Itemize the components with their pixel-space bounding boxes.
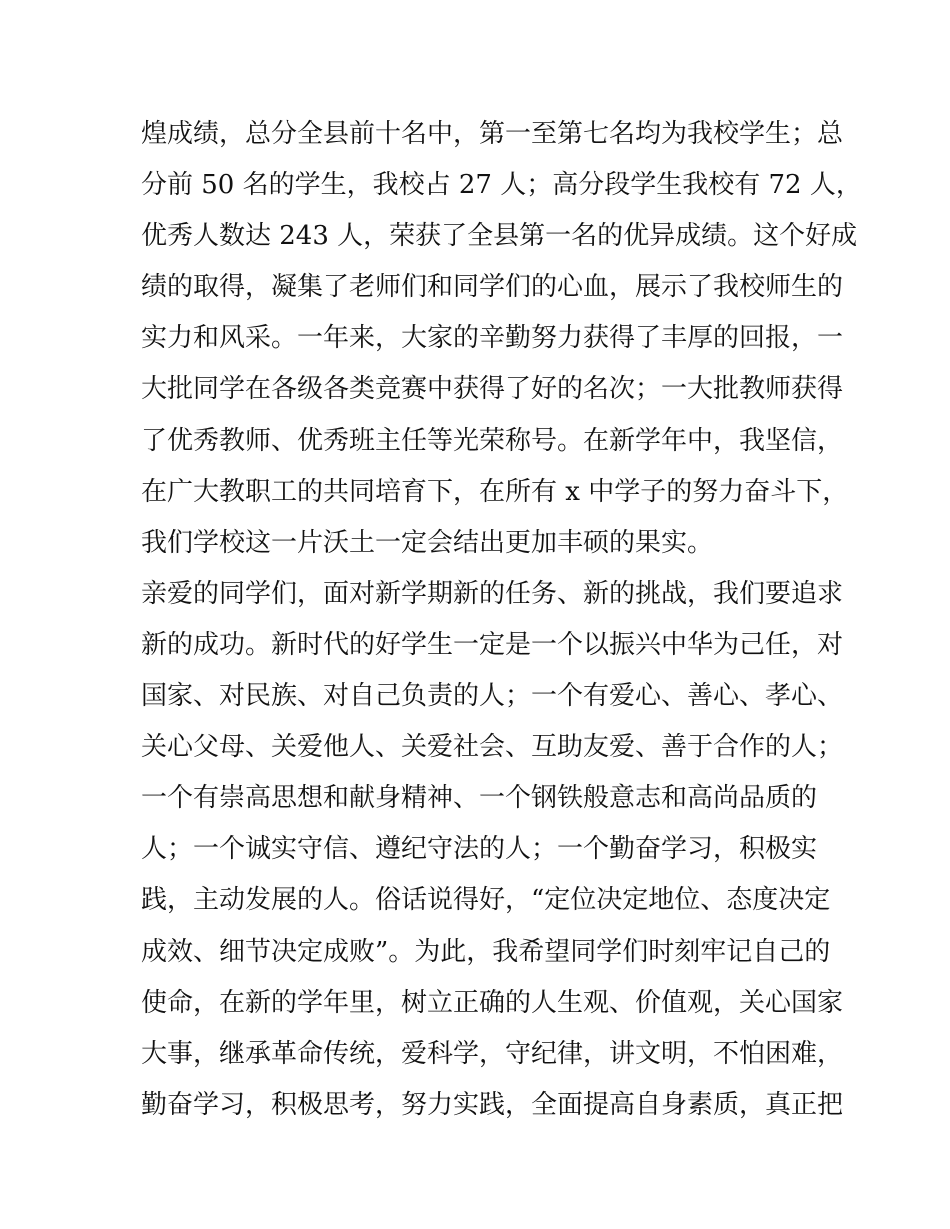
text-line: 在广大教职工的共同培育下，在所有 x 中学子的努力奋斗下， (141, 476, 849, 507)
text-line: 实力和风采。一年来，大家的辛勤努力获得了丰厚的回报，一 (141, 323, 844, 354)
text-line: 了优秀教师、优秀班主任等光荣称号。在新学年中，我坚信， (141, 425, 844, 456)
body-text (141, 109, 862, 1131)
text-line: 大事，继承革命传统，爱科学，守纪律，讲文明，不怕困难， (141, 1038, 844, 1069)
text-line: 优秀人数达 243 人，荣获了全县第一名的优异成绩。这个好成 (141, 221, 858, 252)
text-line: 成效、细节决定成败”。为此，我希望同学们时刻牢记自己的 (141, 936, 831, 967)
text-line: 人；一个诚实守信、遵纪守法的人；一个勤奋学习，积极实 (141, 834, 818, 865)
text-line: 大批同学在各级各类竞赛中获得了好的名次；一大批教师获得 (141, 374, 844, 405)
text-line: 关心父母、关爱他人、关爱社会、互助友爱、善于合作的人； (141, 732, 844, 763)
text-line: 分前 50 名的学生，我校占 27 人；高分段学生我校有 72 人， (141, 170, 862, 201)
text-line: 我们学校这一片沃土一定会结出更加丰硕的果实。 (141, 527, 714, 558)
text-line: 国家、对民族、对自己负责的人；一个有爱心、善心、孝心、 (141, 681, 844, 712)
text-line: 绩的取得，凝集了老师们和同学们的心血，展示了我校师生的 (141, 272, 844, 303)
text-line: 煌成绩，总分全县前十名中，第一至第七名均为我校学生；总 (141, 119, 844, 149)
text-line: 践，主动发展的人。俗话说得好，“定位决定地位、态度决定 (141, 885, 831, 916)
text-line: 一个有崇高思想和献身精神、一个钢铁般意志和高尚品质的 (141, 783, 818, 814)
text-line: 新的成功。新时代的好学生一定是一个以振兴中华为己任，对 (141, 629, 844, 660)
text-line: 亲爱的同学们，面对新学期新的任务、新的挑战，我们要追求 (141, 578, 844, 609)
text-line: 使命，在新的学年里，树立正确的人生观、价值观，关心国家 (141, 987, 844, 1018)
text-line: 勤奋学习，积极思考，努力实践，全面提高自身素质，真正把 (141, 1089, 844, 1120)
